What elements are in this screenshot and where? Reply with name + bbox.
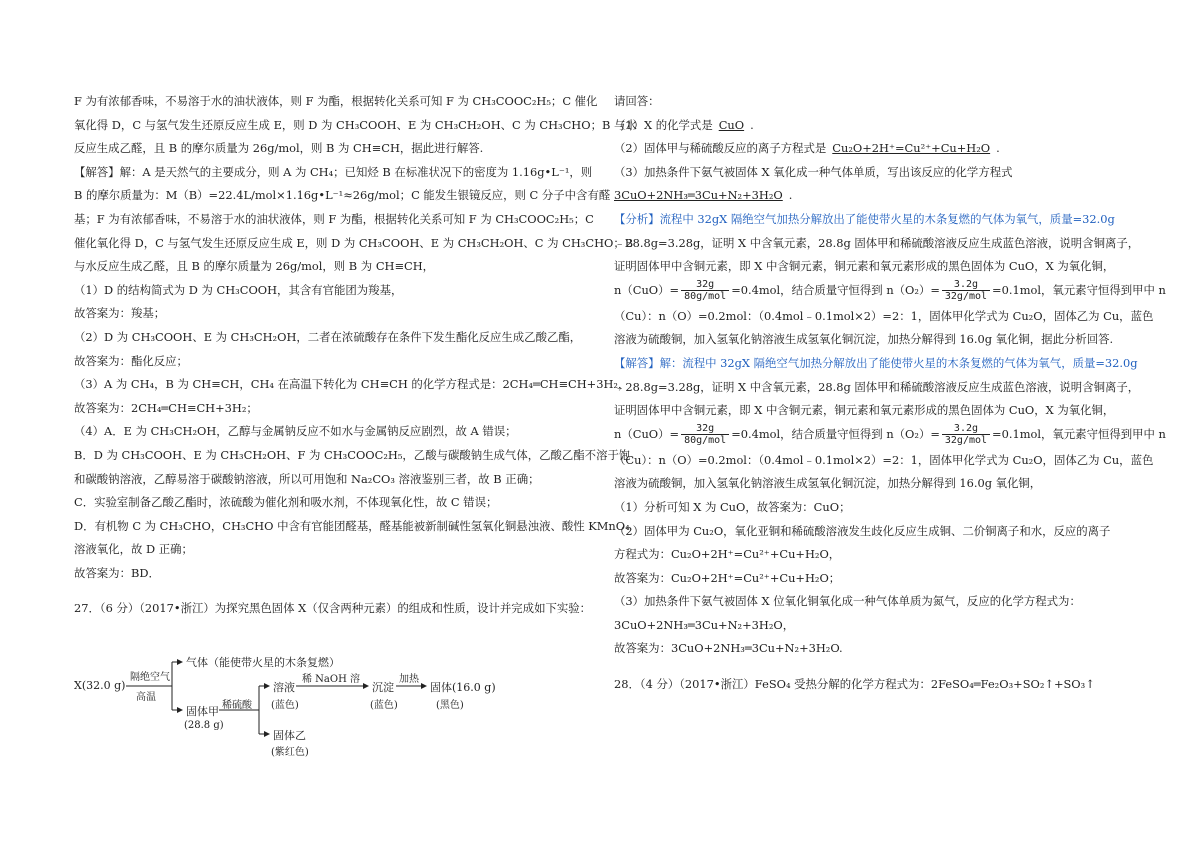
n-end: =0.1mol，氧元素守恒得到甲中 n bbox=[992, 426, 1166, 441]
precipitate-label: 沉淀 bbox=[372, 681, 394, 694]
text-line: 请回答： bbox=[614, 94, 660, 108]
n-cuo-label: n（CuO）= bbox=[614, 282, 680, 297]
text-line: B．D 为 CH₃COOH、E 为 CH₃CH₂OH、F 为 CH₃COOC₂H₅，乙酸与碳酸钠生成气体，乙酸乙酯不溶于饱 bbox=[74, 447, 631, 462]
analysis-fraction-line bbox=[614, 279, 1166, 305]
analysis-line: ﹣28.8g=3.28g，证明 X 中含氧元素，28.8g 固体甲和稀硫酸溶液反应生成蓝色溶液，说明含铜离子， bbox=[614, 235, 1140, 250]
frac-num: 3.2g bbox=[942, 279, 990, 291]
solution-line: （2）固体甲为 Cu₂O，氧化亚铜和稀硫酸溶液发生歧化反应生成铜、二价铜离子和水，反应的离子 bbox=[614, 523, 1111, 538]
solid-final-label: 固体(16.0 g) bbox=[430, 681, 496, 694]
n-mid: =0.4mol，结合质量守恒得到 n（O₂）= bbox=[731, 426, 940, 441]
analysis-line: 溶液为硫酸铜，加入氢氧化钠溶液生成氢氧化铜沉淀，加热分解得到 16.0g 氧化铜，据此分析回答. bbox=[614, 332, 1114, 347]
text-line: 故答案为：酯化反应； bbox=[74, 353, 188, 368]
text-line: （3）A 为 CH₄，B 为 CH≡CH，CH₄ 在高温下转化为 CH≡CH 的化学方程式是：2CH₄═CH≡CH+3H₂， bbox=[74, 377, 630, 392]
naoh-label: 稀 NaOH 溶 bbox=[302, 674, 360, 685]
frac-den: 32g/mol bbox=[944, 291, 988, 303]
text-line: C．实验室制备乙酸乙酯时，浓硫酸为催化剂和吸水剂，不体现氧化性，故 C 错误； bbox=[74, 495, 498, 510]
fraction-o2 bbox=[942, 279, 990, 302]
fraction-cuo bbox=[681, 423, 729, 446]
solid-b-color: (紫红色) bbox=[271, 747, 309, 758]
solution-line: 【解答】解：流程中 32gX 隔绝空气加热分解放出了能使带火星的木条复燃的气体为氧气，质量=32.0g bbox=[614, 355, 1138, 370]
solution-line: 3CuO+2NH₃═3Cu+N₂+3H₂O， bbox=[614, 617, 795, 632]
analysis-line: （Cu）：n（O）=0.2mol：（0.4mol﹣0.1mol×2）=2：1，固体甲化学式为 Cu₂O，固体乙为 Cu，蓝色 bbox=[614, 308, 1154, 323]
text-line: 催化氧化得 D，C 与氢气发生还原反应生成 E，则 D 为 CH₃COOH、E 为 CH₃CH₂OH、C 为 CH₃CHO；B bbox=[74, 235, 634, 250]
text-line: 溶液氧化，故 D 正确； bbox=[74, 542, 193, 557]
solution-label: 溶液 bbox=[273, 681, 295, 694]
experiment-flow-diagram bbox=[74, 648, 592, 758]
solid-b-label: 固体乙 bbox=[273, 729, 306, 742]
solution-line: （3）加热条件下氨气被固体 X 位氧化铜氧化成一种气体单质为氮气，反应的化学方程式为： bbox=[614, 594, 1081, 609]
q3-answer: 3CuO+2NH₃═3Cu+N₂+3H₂O bbox=[614, 188, 783, 203]
fraction-o2 bbox=[942, 423, 990, 446]
solution-line: 证明固体甲中含铜元素，即 X 中含铜元素，铜元素和氧元素形成的黑色固体为 CuO，X 为氧化铜， bbox=[614, 403, 1115, 418]
precipitate-color: (蓝色) bbox=[370, 700, 398, 711]
text-line: 氧化得 D，C 与氢气发生还原反应生成 E，则 D 为 CH₃COOH、E 为 CH₃CH₂OH、C 为 CH₃CHO；B 与水 bbox=[74, 117, 637, 132]
text-line: （4）A．E 为 CH₃CH₂OH，乙醇与金属钠反应不如水与金属钠反应剧烈，故 A 错误； bbox=[74, 424, 517, 439]
solid-final-color: (黑色) bbox=[436, 700, 464, 711]
text-line: F 为有浓郁香味，不易溶于水的油状液体，则 F 为酯，根据转化关系可知 F 为 CH₃COOC₂H₅；C 催化 bbox=[74, 94, 598, 108]
x-label: X(32.0 g) bbox=[74, 679, 126, 692]
n-mid: =0.4mol，结合质量守恒得到 n（O₂）= bbox=[731, 282, 940, 297]
question-27: 27．（6 分）（2017•浙江）为探究黑色固体 X（仅含两种元素）的组成和性质，设计并完成如下实验： bbox=[74, 601, 592, 616]
text-line: 基；F 为有浓郁香味，不易溶于水的油状液体，则 F 为酯，根据转化关系可知 F 为 CH₃COOC₂H₅；C bbox=[74, 211, 594, 226]
solution-line: （1）分析可知 X 为 CuO，故答案为：CuO； bbox=[614, 499, 851, 514]
q1-line: （1）X 的化学式是 CuO . bbox=[614, 117, 754, 132]
heat-label: 加热 bbox=[399, 674, 419, 685]
analysis-line: 【分析】流程中 32gX 隔绝空气加热分解放出了能使带火星的木条复燃的气体为氧气，质量=32.0g bbox=[614, 211, 1115, 226]
text-line: 故答案为：2CH₄═CH≡CH+3H₂； bbox=[74, 400, 258, 415]
text-line: B 的摩尔质量为：M（B）=22.4L/mol×1.16g•L⁻¹≈26g/mol；C 能发生银镜反应，则 C 分子中含有醛 bbox=[74, 188, 611, 203]
question-28: 28．（4 分）（2017•浙江）FeSO₄ 受热分解的化学方程式为：2FeSO₄═Fe₂O₃+SO₂↑+SO₃↑ bbox=[614, 677, 1095, 692]
q3-text: （3）加热条件下氨气被固体 X 氧化成一种气体单质，写出该反应的化学方程式 bbox=[614, 164, 1013, 179]
text-line: 故答案为：BD． bbox=[74, 565, 160, 580]
solid-a-label: 固体甲 bbox=[186, 705, 219, 718]
solid-a-mass: (28.8 g) bbox=[184, 720, 224, 731]
solution-color: (蓝色) bbox=[271, 700, 299, 711]
step1-bottom: 高温 bbox=[136, 692, 156, 703]
text-line: （2）D 为 CH₃COOH、E 为 CH₃CH₂OH，二者在浓硫酸存在条件下发生酯化反应生成乙酸乙酯， bbox=[74, 329, 582, 344]
frac-num: 3.2g bbox=[942, 423, 990, 435]
text-line: 和碳酸钠溶液，乙醇易溶于碳酸钠溶液，所以可用饱和 Na₂CO₃ 溶液鉴别三者，故 B 正确； bbox=[74, 471, 540, 486]
acid-label: 稀硫酸 bbox=[222, 700, 252, 711]
text-line: 反应生成乙醛，且 B 的摩尔质量为 26g/mol，则 B 为 CH≡CH，据此进行解答. bbox=[74, 141, 484, 156]
q2-line: （2）固体甲与稀硫酸反应的离子方程式是 Cu₂O+2H⁺=Cu²⁺+Cu+H₂O . bbox=[614, 141, 1000, 156]
q1-text: （1）X 的化学式是 bbox=[614, 117, 713, 132]
q3-answer-line: 3CuO+2NH₃═3Cu+N₂+3H₂O . bbox=[614, 188, 793, 203]
solution-line: 溶液为硫酸铜，加入氢氧化钠溶液生成氢氧化铜沉淀，加热分解得到 16.0g 氧化铜， bbox=[614, 476, 1042, 491]
gas-label: 气体（能使带火星的木条复燃） bbox=[186, 656, 340, 669]
solution-line: 方程式为：Cu₂O+2H⁺=Cu²⁺+Cu+H₂O， bbox=[614, 547, 841, 562]
fraction-cuo bbox=[681, 279, 729, 302]
q1-answer: CuO bbox=[718, 117, 745, 132]
text-line: （1）D 的结构简式为 D 为 CH₃COOH，其含有官能团为羧基， bbox=[74, 282, 403, 297]
text-line: 【解答】解：A 是天然气的主要成分，则 A 为 CH₄；已知烃 B 在标准状况下的密度为 1.16g•L⁻¹，则 bbox=[74, 164, 593, 179]
step1-top: 隔绝空气 bbox=[130, 672, 170, 683]
frac-num: 32g bbox=[681, 279, 729, 291]
text-line: 故答案为：羧基； bbox=[74, 306, 166, 321]
n-cuo-label: n（CuO）= bbox=[614, 426, 680, 441]
solution-fraction-line bbox=[614, 423, 1166, 449]
solution-line: 故答案为：3CuO+2NH₃═3Cu+N₂+3H₂O. bbox=[614, 641, 843, 656]
text-line: D．有机物 C 为 CH₃CHO，CH₃CHO 中含有官能团醛基，醛基能被新制碱性氢氧化铜悬浊液、酸性 KMnO₄ bbox=[74, 518, 630, 533]
solution-line: 故答案为：Cu₂O+2H⁺=Cu²⁺+Cu+H₂O； bbox=[614, 570, 841, 585]
right-column bbox=[614, 90, 1166, 697]
n-end: =0.1mol，氧元素守恒得到甲中 n bbox=[992, 282, 1166, 297]
frac-den: 80g/mol bbox=[684, 291, 727, 303]
frac-den: 80g/mol bbox=[684, 435, 727, 447]
solution-line: ﹣28.8g=3.28g，证明 X 中含氧元素，28.8g 固体甲和稀硫酸溶液反应生成蓝色溶液，说明含铜离子， bbox=[614, 379, 1140, 394]
q2-answer: Cu₂O+2H⁺=Cu²⁺+Cu+H₂O bbox=[832, 141, 991, 156]
text-line: 与水反应生成乙醛，且 B 的摩尔质量为 26g/mol，则 B 为 CH≡CH， bbox=[74, 259, 435, 274]
analysis-line: 证明固体甲中含铜元素，即 X 中含铜元素，铜元素和氧元素形成的黑色固体为 CuO，X 为氧化铜， bbox=[614, 259, 1115, 274]
solution-line: （Cu）：n（O）=0.2mol：（0.4mol﹣0.1mol×2）=2：1，固体甲化学式为 Cu₂O，固体乙为 Cu，蓝色 bbox=[614, 452, 1154, 467]
q2-text: （2）固体甲与稀硫酸反应的离子方程式是 bbox=[614, 141, 827, 156]
frac-num: 32g bbox=[681, 423, 729, 435]
frac-den: 32g/mol bbox=[944, 435, 988, 447]
